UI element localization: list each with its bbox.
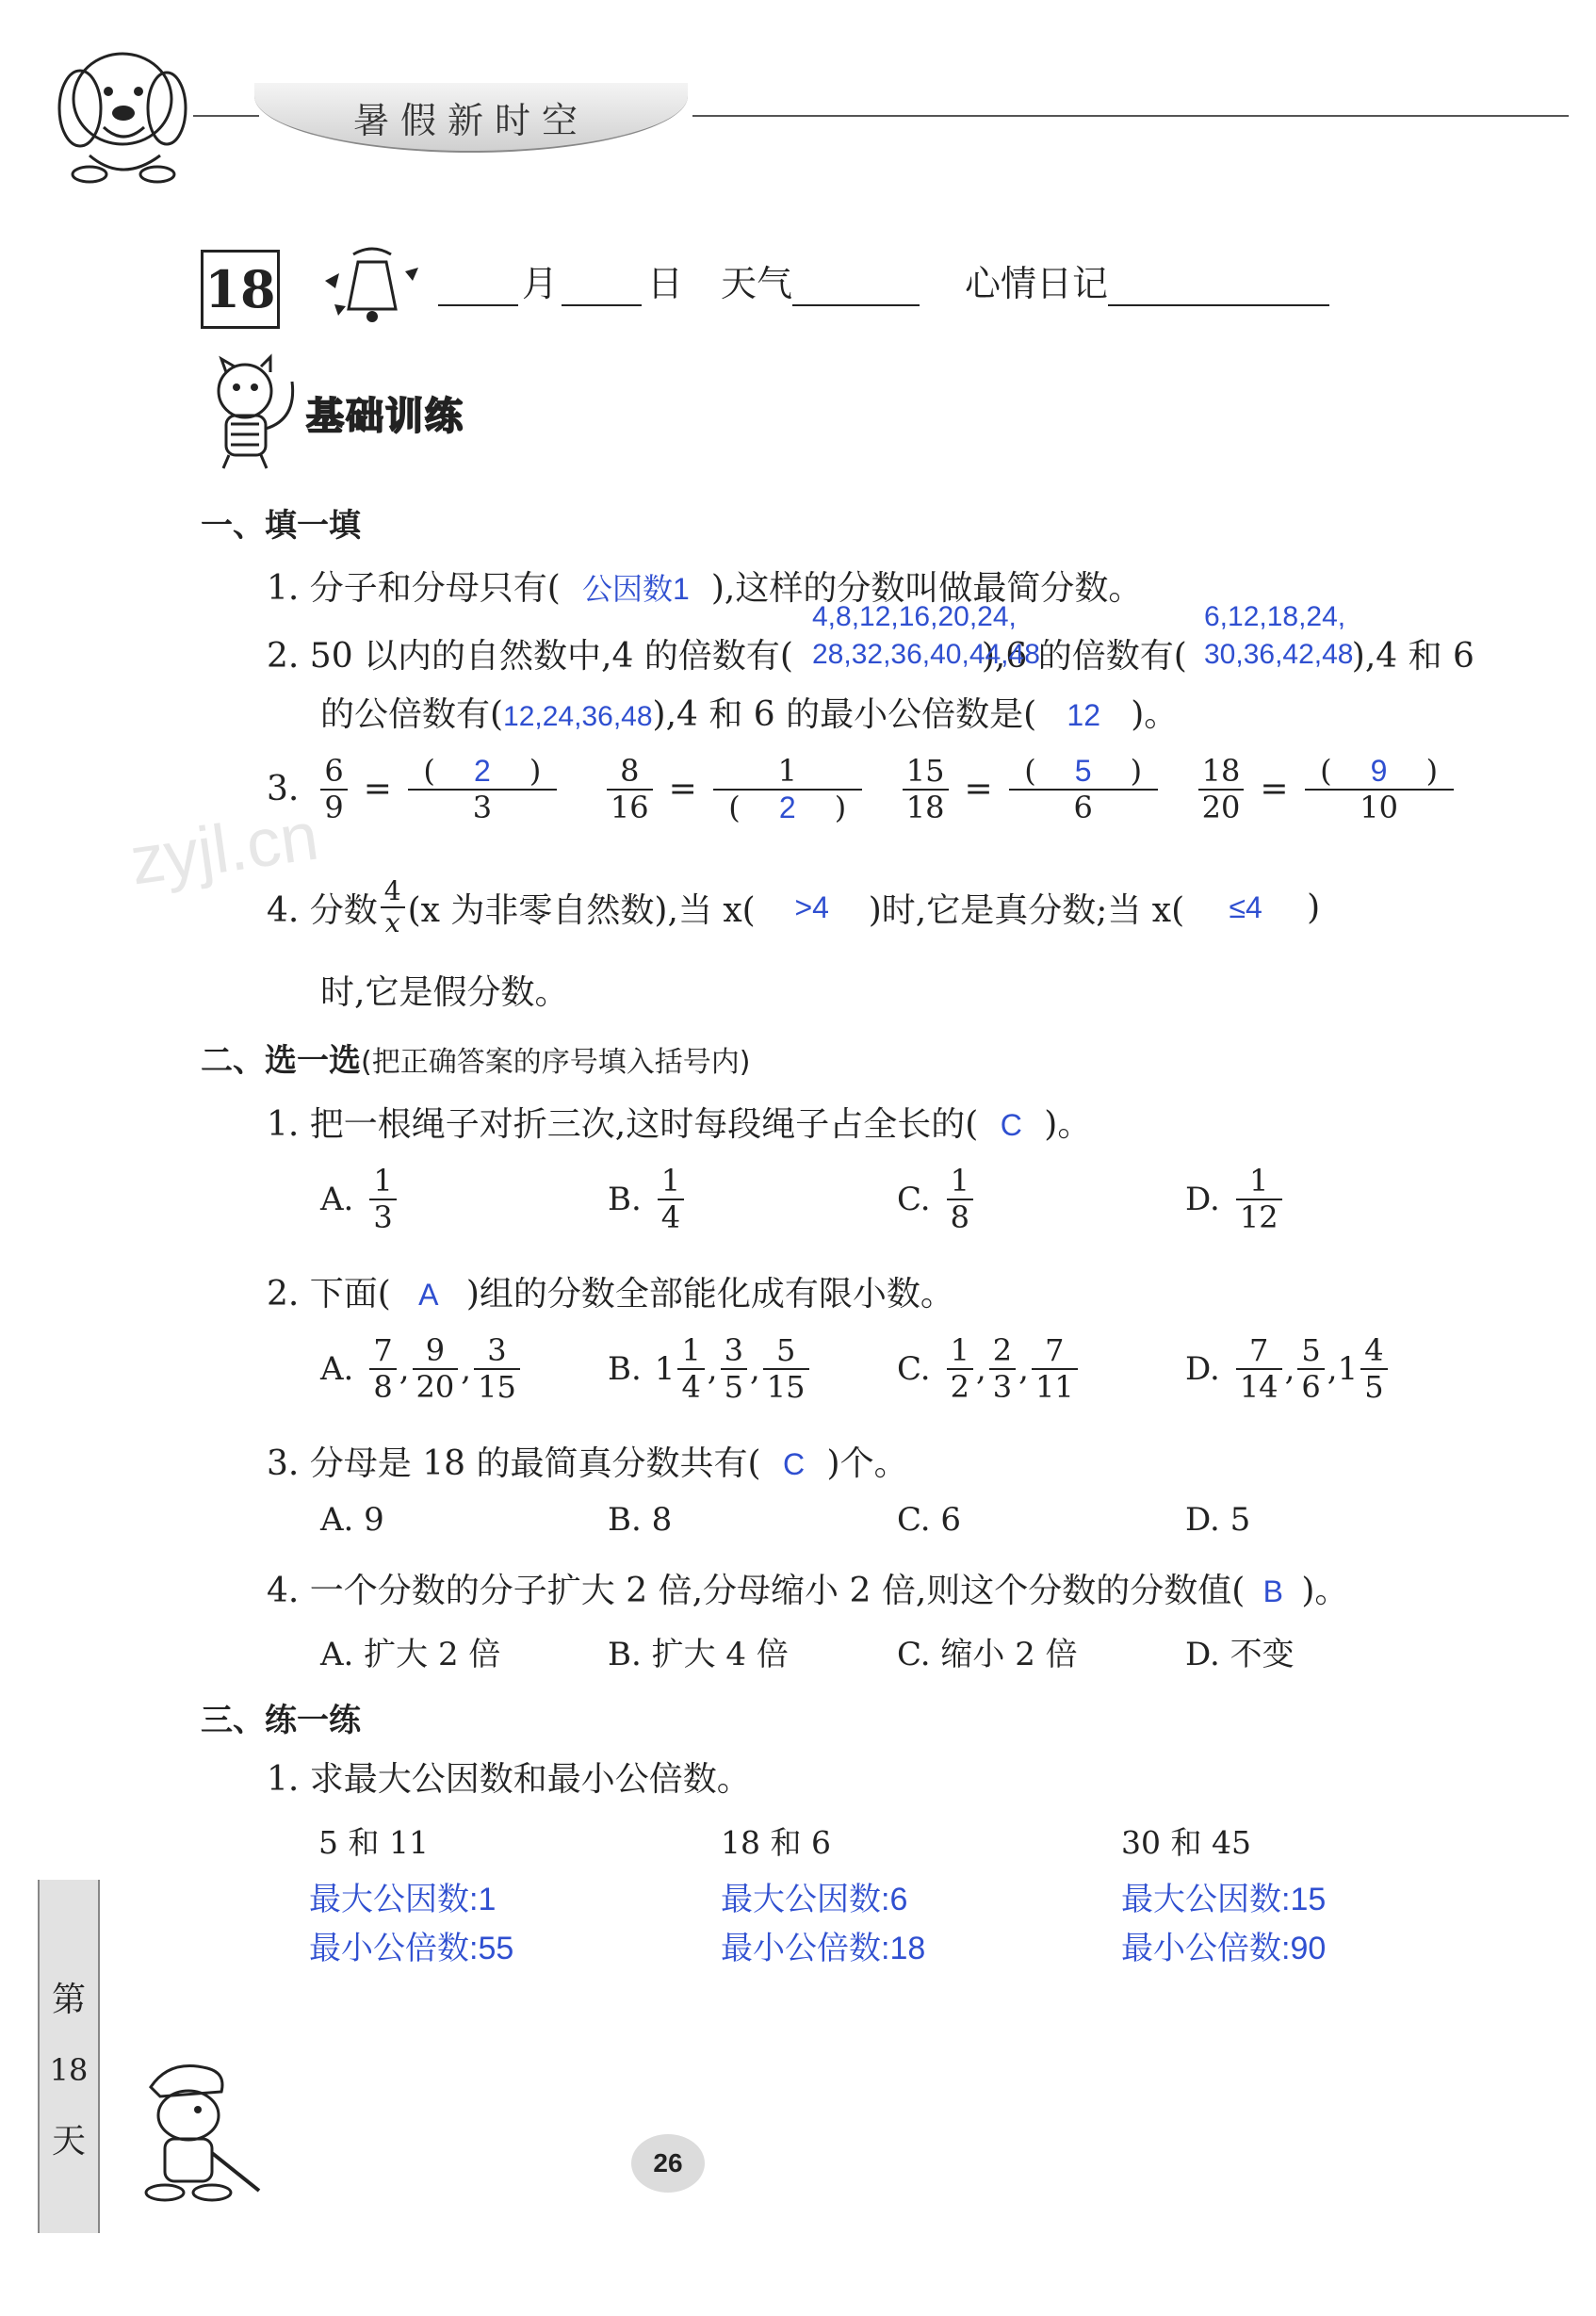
s1-q3-answer-2[interactable]: 2: [778, 790, 796, 824]
s1-q3-fraction-1-result: $\frac{( 2 )}{3}$: [408, 754, 557, 825]
s1-q3-fraction-3-result: $\frac{( 5 )}{6}$: [1009, 754, 1158, 825]
s2-q1-option-a[interactable]: A. $\frac{1}{3}$: [320, 1164, 399, 1235]
s2-q3-option-d[interactable]: D. 5: [1185, 1501, 1251, 1539]
page-number-badge: [631, 2134, 705, 2193]
s1-q2-answer-lcm[interactable]: 12: [1067, 698, 1101, 732]
s1-q3-fraction-4-result: $\frac{( 9 )}{10}$: [1305, 754, 1454, 825]
s2-q4-answer[interactable]: B: [1262, 1574, 1283, 1608]
s1-q3: 3. $\frac{6}{9}$ = $\frac{( 2 )}{3}$ $\frac{8}{16}$ = $\frac{1}{( 2 )}$ $\frac{15}{18}$ = $\frac{( 5 )}{6}$ $\frac{18}{20}$ = $\frac{( 9 )}{10}$: [267, 754, 1457, 825]
s2-q4-option-b[interactable]: B. 扩大 4 倍: [608, 1636, 789, 1673]
s2-q3-option-b[interactable]: B. 8: [608, 1501, 673, 1539]
s1-q4-answer-1[interactable]: >4: [794, 889, 829, 924]
s3-pair-3-answer[interactable]: 最大公因数:15 最小公倍数:90: [1121, 1882, 1327, 1966]
watermark: zyjl.cn: [125, 798, 323, 900]
header-rule-right: [692, 115, 1569, 117]
s2-q4-option-a[interactable]: A. 扩大 2 倍: [320, 1636, 501, 1673]
s1-q2-answer-multiples-of-4[interactable]: 4,8,12,16,20,24, 28,32,36,40,44,48: [812, 601, 1040, 670]
side-day-tab-text: 第 18 天: [49, 1981, 89, 2161]
month-blank[interactable]: [438, 276, 518, 306]
s1-q3-answer-1[interactable]: 2: [473, 754, 491, 788]
s3-q1: 1. 求最大公因数和最小公倍数。: [267, 1760, 751, 1799]
s1-q2-answer-common-multiples[interactable]: 12,24,36,48: [503, 701, 653, 732]
s1-q3-fraction-3: $\frac{15}{18}$: [903, 754, 949, 825]
s2-q4-option-d[interactable]: D. 不变: [1185, 1636, 1295, 1673]
s3-pair-1-label: 5 和 11: [318, 1824, 429, 1861]
section2-title-row: [201, 1035, 750, 1081]
s1-q3-fraction-1: $\frac{6}{9}$: [320, 754, 347, 825]
s2-q2-option-d[interactable]: D. $\frac{7}{14}$ , $\frac{5}{6}$ , 1 $\frac{4}{5}$: [1185, 1333, 1391, 1405]
s2-q2-option-c[interactable]: C. $\frac{1}{2}$ , $\frac{2}{3}$ , $\frac{7}{11}$: [897, 1333, 1081, 1405]
s2-q1-option-c[interactable]: C. $\frac{1}{8}$: [897, 1164, 976, 1235]
section1-title: 一、填一填: [201, 507, 361, 545]
s2-q4-option-c[interactable]: C. 缩小 2 倍: [897, 1636, 1078, 1673]
bell-icon: [316, 243, 424, 328]
s2-q4: 4. 一个分数的分子扩大 2 倍,分母缩小 2 倍,则这个分数的分数值( B )。: [267, 1572, 1349, 1610]
s1-q3-answer-3[interactable]: 5: [1074, 754, 1092, 788]
s3-pair-2-label: 18 和 6: [721, 1824, 831, 1861]
s1-q4-answer-2[interactable]: ≤4: [1229, 889, 1262, 924]
header-banner: [254, 83, 688, 153]
mood-label: 心情日记: [965, 263, 1109, 304]
s1-q4-line1: 4. 分数 $\frac{4}{x}$ (x 为非零自然数),当 x( >4 )时,它是真分数;当 x( ≤4 ): [267, 875, 1321, 939]
day-number: 18: [204, 259, 276, 319]
s2-q3: 3. 分母是 18 的最简真分数共有( C )个。: [267, 1444, 908, 1483]
date-blank[interactable]: [562, 276, 642, 306]
dog-explorer-icon: [122, 2049, 264, 2210]
header-rule-left: [193, 115, 259, 117]
s2-q3-option-a[interactable]: A. 9: [320, 1501, 384, 1539]
mood-blank[interactable]: [1108, 276, 1329, 306]
s2-q3-answer[interactable]: C: [782, 1447, 806, 1481]
s1-q2-line2: 的公倍数有(12,24,36,48),4 和 6 的最小公倍数是( 12 )。: [320, 695, 1179, 734]
s2-q1: 1. 把一根绳子对折三次,这时每段绳子占全长的( C )。: [267, 1105, 1092, 1144]
weather-blank[interactable]: [792, 276, 920, 306]
section2-title: 二、选一选: [201, 1042, 361, 1080]
s1-q1-answer[interactable]: 公因数1: [581, 572, 690, 606]
s3-pair-1-answer[interactable]: 最大公因数:1 最小公倍数:55: [309, 1882, 514, 1966]
s1-q2-line1: 2. 50 以内的自然数中,4 的倍数有( ),6 的倍数有( ),4 和 6: [267, 637, 1474, 676]
s1-q3-fraction-4: $\frac{18}{20}$: [1198, 754, 1245, 825]
puppy-mascot-icon: [52, 33, 193, 188]
s1-q3-fraction-2: $\frac{8}{16}$: [607, 754, 653, 825]
s3-pair-2-answer[interactable]: 最大公因数:6 最小公倍数:18: [721, 1882, 926, 1966]
weather-label: 天气: [721, 263, 793, 304]
section-banner-title: 基础训练: [306, 395, 464, 438]
s2-q2-option-b[interactable]: B. 1 $\frac{1}{4}$ , $\frac{3}{5}$ , $\frac{5}{15}$: [608, 1333, 812, 1405]
s2-q1-answer[interactable]: C: [1000, 1108, 1022, 1142]
s1-q2-answer-multiples-of-6[interactable]: 6,12,18,24, 30,36,42,48: [1204, 601, 1354, 670]
tiger-mascot-icon: [203, 353, 306, 471]
header-banner-text: 暑假新时空: [352, 99, 589, 141]
s2-q1-option-d[interactable]: D. $\frac{1}{12}$: [1185, 1164, 1285, 1235]
s3-pair-3-label: 30 和 45: [1121, 1824, 1251, 1861]
s1-q4-fraction: $\frac{4}{x}$: [381, 876, 405, 938]
page-number: 26: [653, 2148, 683, 2177]
s1-q4-line2: 时,它是假分数。: [320, 973, 569, 1012]
s2-q3-option-c[interactable]: C. 6: [897, 1501, 962, 1539]
section3-title: 三、练一练: [201, 1702, 361, 1739]
s1-q3-answer-4[interactable]: 9: [1370, 754, 1388, 788]
section2-note: (把正确答案的序号填入括号内): [361, 1046, 751, 1079]
diary-line: [438, 254, 1329, 306]
s2-q2-option-a[interactable]: A. $\frac{7}{8}$ , $\frac{9}{20}$ , $\frac{3}{15}$: [320, 1333, 523, 1405]
month-label: 月: [522, 263, 559, 304]
s2-q2-answer[interactable]: A: [418, 1278, 439, 1312]
s1-q1: 1. 分子和分母只有( 公因数1 ),这样的分数叫做最简分数。: [267, 562, 1142, 610]
day-number-box: [201, 250, 280, 329]
s2-q1-option-b[interactable]: B. $\frac{1}{4}$: [608, 1164, 687, 1235]
s2-q2: 2. 下面( A )组的分数全部能化成有限小数。: [267, 1275, 954, 1313]
date-label: 日: [647, 263, 684, 304]
s1-q3-fraction-2-result: $\frac{1}{( 2 )}$: [713, 754, 862, 825]
